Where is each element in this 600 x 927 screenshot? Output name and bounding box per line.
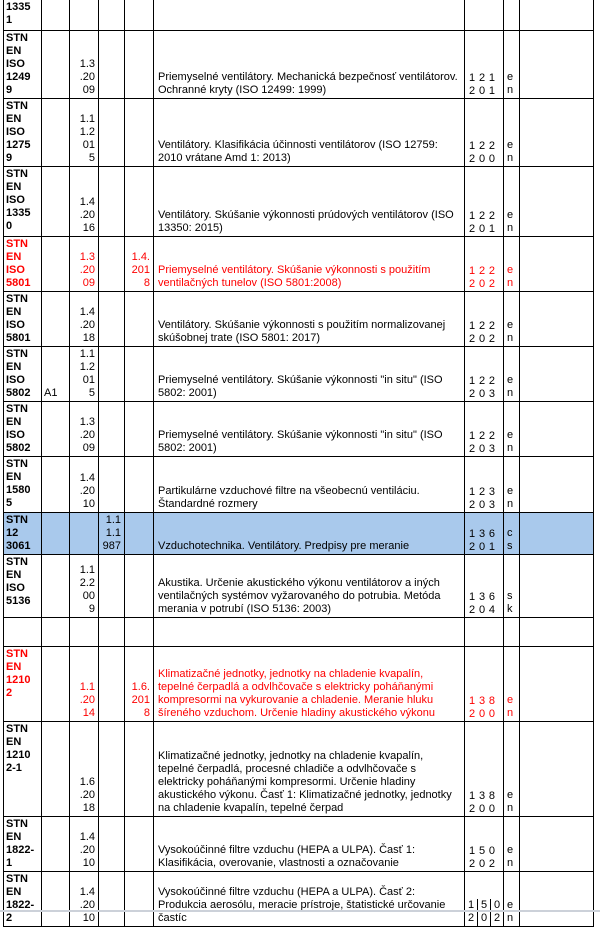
description-cell: Vzduchotechnika. Ventilátory. Predpisy pre meranie: [154, 512, 465, 554]
standard-number-cell: STN EN ISO 5136: [4, 554, 42, 617]
standard-number-cell: STN EN ISO 5801: [4, 236, 42, 291]
secondary-date-cell: [99, 291, 125, 346]
table-row[interactable]: [4, 98, 594, 166]
table-row[interactable]: [4, 646, 594, 721]
secondary-date-cell: [99, 30, 125, 98]
description-cell: Ventilátory. Skúšanie výkonnosti s použitím normalizovanej skúšobnej trate (ISO 5801: 2017): [154, 291, 465, 346]
note-cell: [520, 554, 594, 617]
table-row[interactable]: [4, 166, 594, 236]
language-cell: e n: [504, 646, 520, 721]
standard-number-cell: STN EN 1580 5: [4, 456, 42, 512]
withdrawal-date-cell: [125, 0, 154, 30]
note-cell: [520, 0, 594, 30]
table-row[interactable]: [4, 346, 594, 401]
note-cell: [520, 346, 594, 401]
standard-number-cell: [4, 617, 42, 646]
withdrawal-date-cell: [125, 456, 154, 512]
description-cell: Klimatizačné jednotky, jednotky na chladenie kvapalín, tepelné čerpadlá a odvlhčovače s elektricky poháňanými kompresormi na vykurovanie a chladenie. Meranie hluku šíreného vzduchom. Určenie hladiny akustického výkonu: [154, 646, 465, 721]
standard-number-cell: STN EN ISO 5802: [4, 401, 42, 456]
withdrawal-date-cell: 1.4. 201 8: [125, 236, 154, 291]
withdrawal-date-cell: [125, 166, 154, 236]
language-cell: e n: [504, 30, 520, 98]
standards-table: [3, 0, 594, 927]
secondary-date-cell: [99, 646, 125, 721]
standards-table-body: [4, 0, 594, 926]
withdrawal-date-cell: [125, 721, 154, 816]
language-cell: e n: [504, 346, 520, 401]
amendment-cell: [42, 721, 70, 816]
classification-code-cell: 1 2 2 2 0 3: [465, 346, 504, 401]
language-cell: e n: [504, 166, 520, 236]
secondary-date-cell: [99, 721, 125, 816]
classification-code-cell: 1 3 8 2 0 0: [465, 721, 504, 816]
standard-number-cell: STN EN ISO 5801: [4, 291, 42, 346]
secondary-date-cell: [99, 871, 125, 926]
standard-number-cell: 1335 1: [4, 0, 42, 30]
language-cell: e n: [504, 98, 520, 166]
note-cell: [520, 98, 594, 166]
secondary-date-cell: [99, 98, 125, 166]
standard-number-cell: STN EN 1210 2: [4, 646, 42, 721]
withdrawal-date-cell: [125, 291, 154, 346]
validity-date-cell: 1.6 .20 18: [70, 721, 99, 816]
note-cell: [520, 816, 594, 871]
description-cell: Ventilátory. Skúšanie výkonnosti prúdových ventilátorov (ISO 13350: 2015): [154, 166, 465, 236]
language-cell: s k: [504, 554, 520, 617]
validity-date-cell: 1.3 .20 09: [70, 401, 99, 456]
classification-code-cell: [465, 871, 504, 926]
withdrawal-date-cell: [125, 98, 154, 166]
secondary-date-cell: [99, 554, 125, 617]
note-cell: [520, 236, 594, 291]
note-cell: [520, 721, 594, 816]
amendment-cell: [42, 456, 70, 512]
amendment-cell: [42, 646, 70, 721]
table-row[interactable]: [4, 0, 594, 30]
validity-date-cell: 1.4 .20 10: [70, 816, 99, 871]
description-cell: Ventilátory. Klasifikácia účinnosti ventilátorov (ISO 12759: 2010 vrátane Amd 1: 2013): [154, 98, 465, 166]
classification-code-cell: 1 2 2 2 0 0: [465, 98, 504, 166]
classification-code-cell: 1 2 2 2 0 2: [465, 291, 504, 346]
amendment-cell: [42, 30, 70, 98]
language-cell: e n: [504, 236, 520, 291]
secondary-date-cell: [99, 0, 125, 30]
amendment-cell: [42, 291, 70, 346]
language-cell: e n: [504, 816, 520, 871]
standard-number-cell: STN EN ISO 1275 9: [4, 98, 42, 166]
classification-code-cell: [465, 0, 504, 30]
classification-code-cell: 1 5 0 2 0 2: [465, 816, 504, 871]
validity-date-cell: 1.4 .20 18: [70, 291, 99, 346]
validity-date-cell: [70, 0, 99, 30]
classification-code-cell: 1 3 6 2 0 4: [465, 554, 504, 617]
withdrawal-date-cell: [125, 871, 154, 926]
table-row[interactable]: [4, 871, 594, 926]
amendment-cell: [42, 236, 70, 291]
standard-number-cell: STN EN 1822- 2: [4, 871, 42, 926]
note-cell: [520, 166, 594, 236]
withdrawal-date-cell: [125, 401, 154, 456]
secondary-date-cell: [99, 346, 125, 401]
validity-date-cell: [70, 512, 99, 554]
secondary-date-cell: [99, 236, 125, 291]
language-cell: [504, 617, 520, 646]
classification-code-cell: 1 2 2 2 0 2: [465, 236, 504, 291]
language-cell: e n: [504, 871, 520, 926]
standard-number-cell: STN 12 3061: [4, 512, 42, 554]
classification-code-cell: 1 3 6 2 0 1: [465, 512, 504, 554]
withdrawal-date-cell: 1.6. 201 8: [125, 646, 154, 721]
page-edge-line: [0, 910, 600, 912]
withdrawal-date-cell: [125, 554, 154, 617]
validity-date-cell: 1.4 .20 16: [70, 166, 99, 236]
validity-date-cell: 1.1 1.2 01 5: [70, 98, 99, 166]
secondary-date-cell: [99, 166, 125, 236]
language-cell: c s: [504, 512, 520, 554]
amendment-cell: [42, 512, 70, 554]
table-row[interactable]: [4, 30, 594, 98]
secondary-date-cell: [99, 401, 125, 456]
validity-date-cell: 1.4 .20 10: [70, 871, 99, 926]
amendment-cell: [42, 0, 70, 30]
description-cell: Akustika. Určenie akustického výkonu ventilátorov a iných ventilačných systémov vyžarovaného do potrubia. Metóda merania v potrubí (ISO 5136: 2003): [154, 554, 465, 617]
amendment-cell: A1: [42, 346, 70, 401]
secondary-date-cell: [99, 816, 125, 871]
amendment-cell: [42, 98, 70, 166]
standard-number-cell: STN EN 1822- 1: [4, 816, 42, 871]
standard-number-cell: STN EN 1210 2-1: [4, 721, 42, 816]
classification-code-cell: 1 2 2 2 0 1: [465, 166, 504, 236]
note-cell: [520, 401, 594, 456]
table-row[interactable]: [4, 291, 594, 346]
amendment-cell: [42, 554, 70, 617]
description-cell: Priemyselné ventilátory. Skúšanie výkonnosti "in situ" (ISO 5802: 2001): [154, 346, 465, 401]
withdrawal-date-cell: [125, 816, 154, 871]
standard-number-cell: STN EN ISO 5802: [4, 346, 42, 401]
validity-date-cell: 1.1 1.2 01 5: [70, 346, 99, 401]
note-cell: [520, 871, 594, 926]
code-digit-subcell: 5 0: [477, 899, 490, 926]
description-cell: [154, 617, 465, 646]
validity-date-cell: 1.1 2.2 00 9: [70, 554, 99, 617]
amendment-cell: [42, 871, 70, 926]
amendment-cell: [42, 166, 70, 236]
classification-code-cell: 1 2 1 2 0 1: [465, 30, 504, 98]
language-cell: e n: [504, 291, 520, 346]
classification-code-cell: 1 2 2 2 0 3: [465, 401, 504, 456]
note-cell: [520, 512, 594, 554]
language-cell: e n: [504, 401, 520, 456]
validity-date-cell: [70, 617, 99, 646]
description-cell: Partikulárne vzduchové filtre na všeobecnú ventiláciu. Štandardné rozmery: [154, 456, 465, 512]
classification-code-cell: 1 3 8 2 0 0: [465, 646, 504, 721]
description-cell: Vysokoúčinné filtre vzduchu (HEPA a ULPA). Časť 2: Produkcia aerosólu, meracie prístroje, štatistické určovanie častíc: [154, 871, 465, 926]
classification-code-cell: [465, 617, 504, 646]
withdrawal-date-cell: [125, 617, 154, 646]
table-row[interactable]: [4, 456, 594, 512]
amendment-cell: [42, 617, 70, 646]
standard-number-cell: STN EN ISO 1335 0: [4, 166, 42, 236]
amendment-cell: [42, 816, 70, 871]
secondary-date-cell: 1.1 1.1 987: [99, 512, 125, 554]
table-row[interactable]: [4, 617, 594, 646]
secondary-date-cell: [99, 617, 125, 646]
validity-date-cell: 1.3 .20 09: [70, 30, 99, 98]
validity-date-cell: 1.4 .20 10: [70, 456, 99, 512]
code-digit-subcell: 1 2: [467, 898, 475, 924]
language-cell: e n: [504, 456, 520, 512]
note-cell: [520, 456, 594, 512]
classification-code-cell: 1 2 3 2 0 3: [465, 456, 504, 512]
validity-date-cell: 1.3 .20 09: [70, 236, 99, 291]
withdrawal-date-cell: [125, 346, 154, 401]
description-cell: [154, 0, 465, 30]
note-cell: [520, 30, 594, 98]
description-cell: Klimatizačné jednotky, jednotky na chladenie kvapalín, tepelné čerpadlá, procesné chladiče a odvlhčovače s elektricky poháňanými kompresormi. Určenie hladiny akustického výkonu. Časť 1: Klimatizačné jednotky, jednotky na chladenie kvapalín, tepelné čerpad: [154, 721, 465, 816]
description-cell: Priemyselné ventilátory. Mechanická bezpečnosť ventilátorov. Ochranné kryty (ISO 12499: 1999): [154, 30, 465, 98]
note-cell: [520, 617, 594, 646]
table-row[interactable]: [4, 816, 594, 871]
language-cell: e n: [504, 721, 520, 816]
description-cell: Priemyselné ventilátory. Skúšanie výkonnosti "in situ" (ISO 5802: 2001): [154, 401, 465, 456]
withdrawal-date-cell: [125, 30, 154, 98]
note-cell: [520, 291, 594, 346]
document-page: [3, 0, 593, 927]
table-row[interactable]: [4, 401, 594, 456]
secondary-date-cell: [99, 456, 125, 512]
code-digit-subcell: 0 2: [490, 899, 503, 926]
table-row[interactable]: [4, 721, 594, 816]
standard-number-cell: STN EN ISO 1249 9: [4, 30, 42, 98]
table-row[interactable]: [4, 512, 594, 554]
withdrawal-date-cell: [125, 512, 154, 554]
description-cell: Vysokoúčinné filtre vzduchu (HEPA a ULPA). Časť 1: Klasifikácia, overovanie, vlastnosti a označovanie: [154, 816, 465, 871]
table-row[interactable]: [4, 554, 594, 617]
validity-date-cell: 1.1 .20 14: [70, 646, 99, 721]
table-row[interactable]: [4, 236, 594, 291]
description-cell: Priemyselné ventilátory. Skúšanie výkonnosti s použitím ventilačných tunelov (ISO 5801:2008): [154, 236, 465, 291]
language-cell: [504, 0, 520, 30]
note-cell: [520, 646, 594, 721]
amendment-cell: [42, 401, 70, 456]
